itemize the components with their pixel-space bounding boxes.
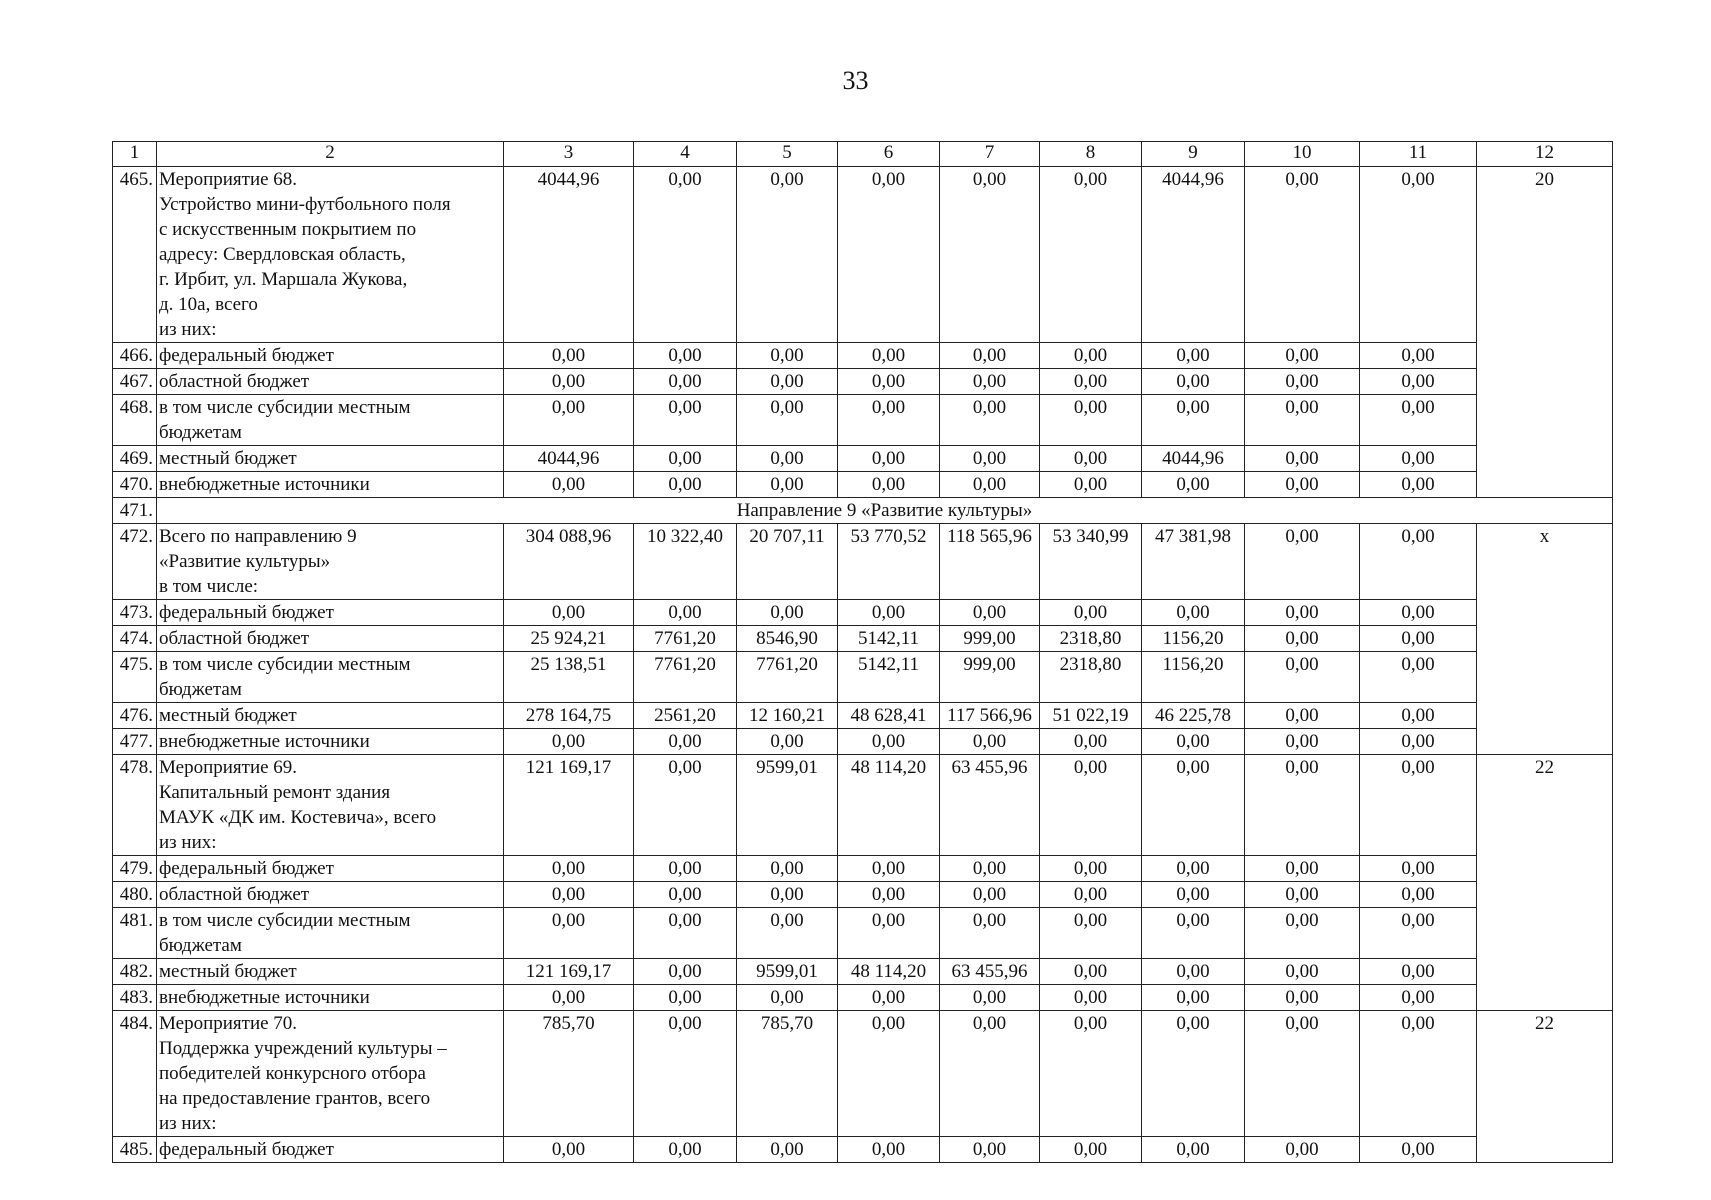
value-cell: 0,00 [1040, 755, 1142, 856]
value-cell: 0,00 [940, 472, 1040, 498]
value-cell: 0,00 [1360, 343, 1477, 369]
row-label: внебюджетные источники [157, 472, 504, 498]
value-cell: 0,00 [1040, 600, 1142, 626]
value-cell: 53 340,99 [1040, 524, 1142, 600]
value-cell: 0,00 [1040, 369, 1142, 395]
value-cell: 304 088,96 [504, 524, 634, 600]
table-row [113, 395, 1613, 446]
value-cell: 0,00 [634, 729, 737, 755]
value-cell: 0,00 [1245, 652, 1360, 703]
value-cell: 0,00 [634, 446, 737, 472]
value-cell: 46 225,78 [1142, 703, 1245, 729]
value-cell: 0,00 [1245, 755, 1360, 856]
value-cell: 0,00 [838, 985, 940, 1011]
row-label: Всего по направлению 9 «Развитие культуры» в том числе: [157, 524, 504, 600]
value-cell: 0,00 [504, 395, 634, 446]
value-cell: 0,00 [1360, 1137, 1477, 1163]
row-number: 471. [113, 498, 157, 524]
value-cell: 0,00 [1245, 600, 1360, 626]
value-cell: 0,00 [838, 856, 940, 882]
value-cell: 0,00 [634, 1011, 737, 1137]
value-cell: 25 138,51 [504, 652, 634, 703]
value-cell: 0,00 [737, 167, 838, 343]
value-cell: 0,00 [504, 985, 634, 1011]
row-label: областной бюджет [157, 626, 504, 652]
value-cell: 0,00 [838, 395, 940, 446]
value-cell: 0,00 [1040, 908, 1142, 959]
value-cell: 0,00 [838, 729, 940, 755]
table-row [113, 703, 1613, 729]
value-cell: 121 169,17 [504, 755, 634, 856]
value-cell: 121 169,17 [504, 959, 634, 985]
row-label: в том числе субсидии местным бюджетам [157, 908, 504, 959]
table-row [113, 600, 1613, 626]
value-cell: 0,00 [940, 856, 1040, 882]
value-cell: 0,00 [1360, 472, 1477, 498]
column-header: 8 [1040, 142, 1142, 167]
value-cell: 0,00 [1360, 369, 1477, 395]
value-cell: 0,00 [634, 1137, 737, 1163]
value-cell: 0,00 [634, 908, 737, 959]
table-row [113, 959, 1613, 985]
value-cell: 0,00 [737, 395, 838, 446]
row-number: 467. [113, 369, 157, 395]
row-number: 484. [113, 1011, 157, 1137]
table-row [113, 343, 1613, 369]
value-cell: 0,00 [1040, 343, 1142, 369]
value-cell: 785,70 [737, 1011, 838, 1137]
value-cell: 2318,80 [1040, 652, 1142, 703]
value-cell: 0,00 [838, 1137, 940, 1163]
value-cell: 0,00 [1245, 524, 1360, 600]
value-cell: 7761,20 [634, 626, 737, 652]
row-number: 485. [113, 1137, 157, 1163]
row-number: 475. [113, 652, 157, 703]
reference-cell: 22 [1477, 1011, 1613, 1163]
value-cell: 5142,11 [838, 652, 940, 703]
value-cell: 0,00 [1245, 856, 1360, 882]
value-cell: 0,00 [940, 600, 1040, 626]
value-cell: 0,00 [1040, 472, 1142, 498]
section-title: Направление 9 «Развитие культуры» [157, 498, 1613, 524]
value-cell: 47 381,98 [1142, 524, 1245, 600]
value-cell: 0,00 [634, 343, 737, 369]
reference-cell: 20 [1477, 167, 1613, 498]
table-row [113, 472, 1613, 498]
value-cell: 0,00 [1040, 167, 1142, 343]
value-cell: 0,00 [504, 600, 634, 626]
value-cell: 5142,11 [838, 626, 940, 652]
value-cell: 0,00 [838, 472, 940, 498]
table-row [113, 729, 1613, 755]
row-number: 465. [113, 167, 157, 343]
row-label: Мероприятие 68. Устройство мини-футбольного поля с искусственным покрытием по адресу: Свердловская область, г. Ирбит, ул. Маршала Жукова, д. 10а, всего из них: [157, 167, 504, 343]
value-cell: 0,00 [1245, 343, 1360, 369]
value-cell: 0,00 [1040, 959, 1142, 985]
value-cell: 0,00 [504, 856, 634, 882]
value-cell: 117 566,96 [940, 703, 1040, 729]
value-cell: 0,00 [1142, 369, 1245, 395]
value-cell: 0,00 [940, 1011, 1040, 1137]
row-label: федеральный бюджет [157, 600, 504, 626]
value-cell: 0,00 [1360, 524, 1477, 600]
value-cell: 0,00 [940, 369, 1040, 395]
value-cell: 2561,20 [634, 703, 737, 729]
value-cell: 0,00 [1360, 985, 1477, 1011]
reference-cell: 22 [1477, 755, 1613, 1011]
row-number: 473. [113, 600, 157, 626]
value-cell: 0,00 [1245, 959, 1360, 985]
value-cell: 0,00 [1142, 882, 1245, 908]
column-header: 6 [838, 142, 940, 167]
value-cell: 999,00 [940, 626, 1040, 652]
value-cell: 0,00 [1142, 729, 1245, 755]
value-cell: 0,00 [1040, 1137, 1142, 1163]
column-header: 11 [1360, 142, 1477, 167]
value-cell: 7761,20 [737, 652, 838, 703]
row-number: 474. [113, 626, 157, 652]
row-number: 468. [113, 395, 157, 446]
value-cell: 0,00 [1245, 1011, 1360, 1137]
value-cell: 278 164,75 [504, 703, 634, 729]
value-cell: 0,00 [1142, 395, 1245, 446]
value-cell: 63 455,96 [940, 755, 1040, 856]
value-cell: 0,00 [940, 729, 1040, 755]
value-cell: 0,00 [838, 1011, 940, 1137]
table-row [113, 369, 1613, 395]
value-cell: 0,00 [737, 908, 838, 959]
column-header: 4 [634, 142, 737, 167]
row-number: 479. [113, 856, 157, 882]
value-cell: 0,00 [1142, 908, 1245, 959]
column-header: 5 [737, 142, 838, 167]
row-label: федеральный бюджет [157, 856, 504, 882]
value-cell: 0,00 [838, 369, 940, 395]
value-cell: 0,00 [838, 882, 940, 908]
row-label: внебюджетные источники [157, 729, 504, 755]
column-header: 12 [1477, 142, 1613, 167]
value-cell: 48 114,20 [838, 959, 940, 985]
column-header: 1 [113, 142, 157, 167]
value-cell: 0,00 [838, 908, 940, 959]
value-cell: 0,00 [1360, 755, 1477, 856]
value-cell: 0,00 [940, 908, 1040, 959]
value-cell: 0,00 [1360, 167, 1477, 343]
value-cell: 0,00 [737, 600, 838, 626]
value-cell: 0,00 [634, 600, 737, 626]
budget-table [112, 141, 1613, 1163]
row-number: 480. [113, 882, 157, 908]
table-row [113, 167, 1613, 343]
row-label: в том числе субсидии местным бюджетам [157, 395, 504, 446]
value-cell: 0,00 [737, 343, 838, 369]
value-cell: 63 455,96 [940, 959, 1040, 985]
value-cell: 48 628,41 [838, 703, 940, 729]
value-cell: 0,00 [1142, 985, 1245, 1011]
row-number: 469. [113, 446, 157, 472]
value-cell: 20 707,11 [737, 524, 838, 600]
value-cell: 0,00 [1245, 472, 1360, 498]
value-cell: 0,00 [1245, 395, 1360, 446]
column-header: 3 [504, 142, 634, 167]
value-cell: 0,00 [838, 446, 940, 472]
row-label: местный бюджет [157, 446, 504, 472]
value-cell: 0,00 [1360, 395, 1477, 446]
column-header: 9 [1142, 142, 1245, 167]
value-cell: 0,00 [1360, 446, 1477, 472]
row-number: 477. [113, 729, 157, 755]
value-cell: 0,00 [1360, 908, 1477, 959]
value-cell: 0,00 [1245, 985, 1360, 1011]
table-row [113, 1137, 1613, 1163]
value-cell: 53 770,52 [838, 524, 940, 600]
row-number: 478. [113, 755, 157, 856]
value-cell: 0,00 [1245, 908, 1360, 959]
value-cell: 0,00 [634, 755, 737, 856]
value-cell: 999,00 [940, 652, 1040, 703]
value-cell: 0,00 [634, 472, 737, 498]
value-cell: 0,00 [1245, 369, 1360, 395]
row-label: областной бюджет [157, 882, 504, 908]
value-cell: 0,00 [634, 369, 737, 395]
value-cell: 0,00 [504, 729, 634, 755]
value-cell: 0,00 [634, 395, 737, 446]
value-cell: 0,00 [1142, 755, 1245, 856]
row-number: 466. [113, 343, 157, 369]
value-cell: 0,00 [1360, 729, 1477, 755]
value-cell: 1156,20 [1142, 626, 1245, 652]
row-label: Мероприятие 69. Капитальный ремонт здания МАУК «ДК им. Костевича», всего из них: [157, 755, 504, 856]
column-header: 2 [157, 142, 504, 167]
value-cell: 0,00 [1360, 856, 1477, 882]
value-cell: 0,00 [634, 882, 737, 908]
value-cell: 12 160,21 [737, 703, 838, 729]
value-cell: 0,00 [1040, 729, 1142, 755]
value-cell: 2318,80 [1040, 626, 1142, 652]
value-cell: 0,00 [1142, 600, 1245, 626]
value-cell: 0,00 [1245, 703, 1360, 729]
value-cell: 0,00 [1245, 167, 1360, 343]
row-label: федеральный бюджет [157, 1137, 504, 1163]
value-cell: 9599,01 [737, 755, 838, 856]
value-cell: 4044,96 [1142, 446, 1245, 472]
value-cell: 0,00 [737, 369, 838, 395]
table-row [113, 755, 1613, 856]
value-cell: 0,00 [504, 343, 634, 369]
value-cell: 51 022,19 [1040, 703, 1142, 729]
table-header-row [113, 142, 1613, 167]
value-cell: 0,00 [737, 985, 838, 1011]
value-cell: 48 114,20 [838, 755, 940, 856]
value-cell: 1156,20 [1142, 652, 1245, 703]
value-cell: 0,00 [1142, 856, 1245, 882]
value-cell: 0,00 [1245, 626, 1360, 652]
value-cell: 0,00 [1360, 626, 1477, 652]
value-cell: 0,00 [1040, 882, 1142, 908]
value-cell: 0,00 [737, 446, 838, 472]
row-label: в том числе субсидии местным бюджетам [157, 652, 504, 703]
row-label: областной бюджет [157, 369, 504, 395]
table-row [113, 1011, 1613, 1137]
value-cell: 0,00 [1040, 985, 1142, 1011]
table-row [113, 856, 1613, 882]
value-cell: 0,00 [1142, 1137, 1245, 1163]
value-cell: 0,00 [1142, 343, 1245, 369]
row-number: 482. [113, 959, 157, 985]
value-cell: 4044,96 [504, 446, 634, 472]
table-row [113, 652, 1613, 703]
value-cell: 0,00 [1360, 703, 1477, 729]
value-cell: 7761,20 [634, 652, 737, 703]
value-cell: 0,00 [737, 729, 838, 755]
column-header: 10 [1245, 142, 1360, 167]
row-label: Мероприятие 70. Поддержка учреждений культуры – победителей конкурсного отбора на предоставление грантов, всего из них: [157, 1011, 504, 1137]
value-cell: 0,00 [838, 167, 940, 343]
value-cell: 0,00 [1040, 395, 1142, 446]
value-cell: 0,00 [737, 472, 838, 498]
value-cell: 0,00 [504, 882, 634, 908]
value-cell: 0,00 [1142, 1011, 1245, 1137]
value-cell: 0,00 [1245, 882, 1360, 908]
value-cell: 0,00 [504, 1137, 634, 1163]
value-cell: 0,00 [1040, 856, 1142, 882]
table-body [113, 142, 1613, 1163]
value-cell: 0,00 [737, 856, 838, 882]
table-row [113, 985, 1613, 1011]
value-cell: 0,00 [634, 959, 737, 985]
row-number: 470. [113, 472, 157, 498]
value-cell: 0,00 [1142, 959, 1245, 985]
section-row [113, 498, 1613, 524]
value-cell: 0,00 [737, 1137, 838, 1163]
value-cell: 0,00 [504, 472, 634, 498]
value-cell: 8546,90 [737, 626, 838, 652]
value-cell: 0,00 [1360, 882, 1477, 908]
value-cell: 25 924,21 [504, 626, 634, 652]
value-cell: 0,00 [1360, 652, 1477, 703]
value-cell: 0,00 [940, 1137, 1040, 1163]
value-cell: 0,00 [1245, 446, 1360, 472]
row-number: 481. [113, 908, 157, 959]
value-cell: 0,00 [1245, 1137, 1360, 1163]
table-row [113, 908, 1613, 959]
value-cell: 0,00 [940, 167, 1040, 343]
row-label: местный бюджет [157, 959, 504, 985]
row-label: местный бюджет [157, 703, 504, 729]
row-label: федеральный бюджет [157, 343, 504, 369]
value-cell: 0,00 [1040, 446, 1142, 472]
value-cell: 0,00 [838, 600, 940, 626]
value-cell: 0,00 [940, 985, 1040, 1011]
value-cell: 0,00 [1360, 600, 1477, 626]
value-cell: 9599,01 [737, 959, 838, 985]
page-number: 33 [842, 66, 869, 95]
table-row [113, 882, 1613, 908]
value-cell: 0,00 [1245, 729, 1360, 755]
value-cell: 0,00 [940, 395, 1040, 446]
value-cell: 0,00 [1142, 472, 1245, 498]
value-cell: 0,00 [1360, 959, 1477, 985]
reference-cell: х [1477, 524, 1613, 755]
row-number: 476. [113, 703, 157, 729]
value-cell: 785,70 [504, 1011, 634, 1137]
value-cell: 0,00 [940, 446, 1040, 472]
column-header: 7 [940, 142, 1040, 167]
value-cell: 0,00 [737, 882, 838, 908]
value-cell: 0,00 [940, 882, 1040, 908]
value-cell: 0,00 [634, 856, 737, 882]
table-row [113, 524, 1613, 600]
value-cell: 0,00 [1360, 1011, 1477, 1137]
value-cell: 10 322,40 [634, 524, 737, 600]
value-cell: 0,00 [634, 985, 737, 1011]
value-cell: 0,00 [1040, 1011, 1142, 1137]
row-number: 483. [113, 985, 157, 1011]
value-cell: 0,00 [940, 343, 1040, 369]
table-row [113, 446, 1613, 472]
value-cell: 0,00 [504, 369, 634, 395]
value-cell: 0,00 [838, 343, 940, 369]
row-number: 472. [113, 524, 157, 600]
table-row [113, 626, 1613, 652]
value-cell: 4044,96 [1142, 167, 1245, 343]
value-cell: 118 565,96 [940, 524, 1040, 600]
row-label: внебюджетные источники [157, 985, 504, 1011]
value-cell: 4044,96 [504, 167, 634, 343]
value-cell: 0,00 [634, 167, 737, 343]
value-cell: 0,00 [504, 908, 634, 959]
